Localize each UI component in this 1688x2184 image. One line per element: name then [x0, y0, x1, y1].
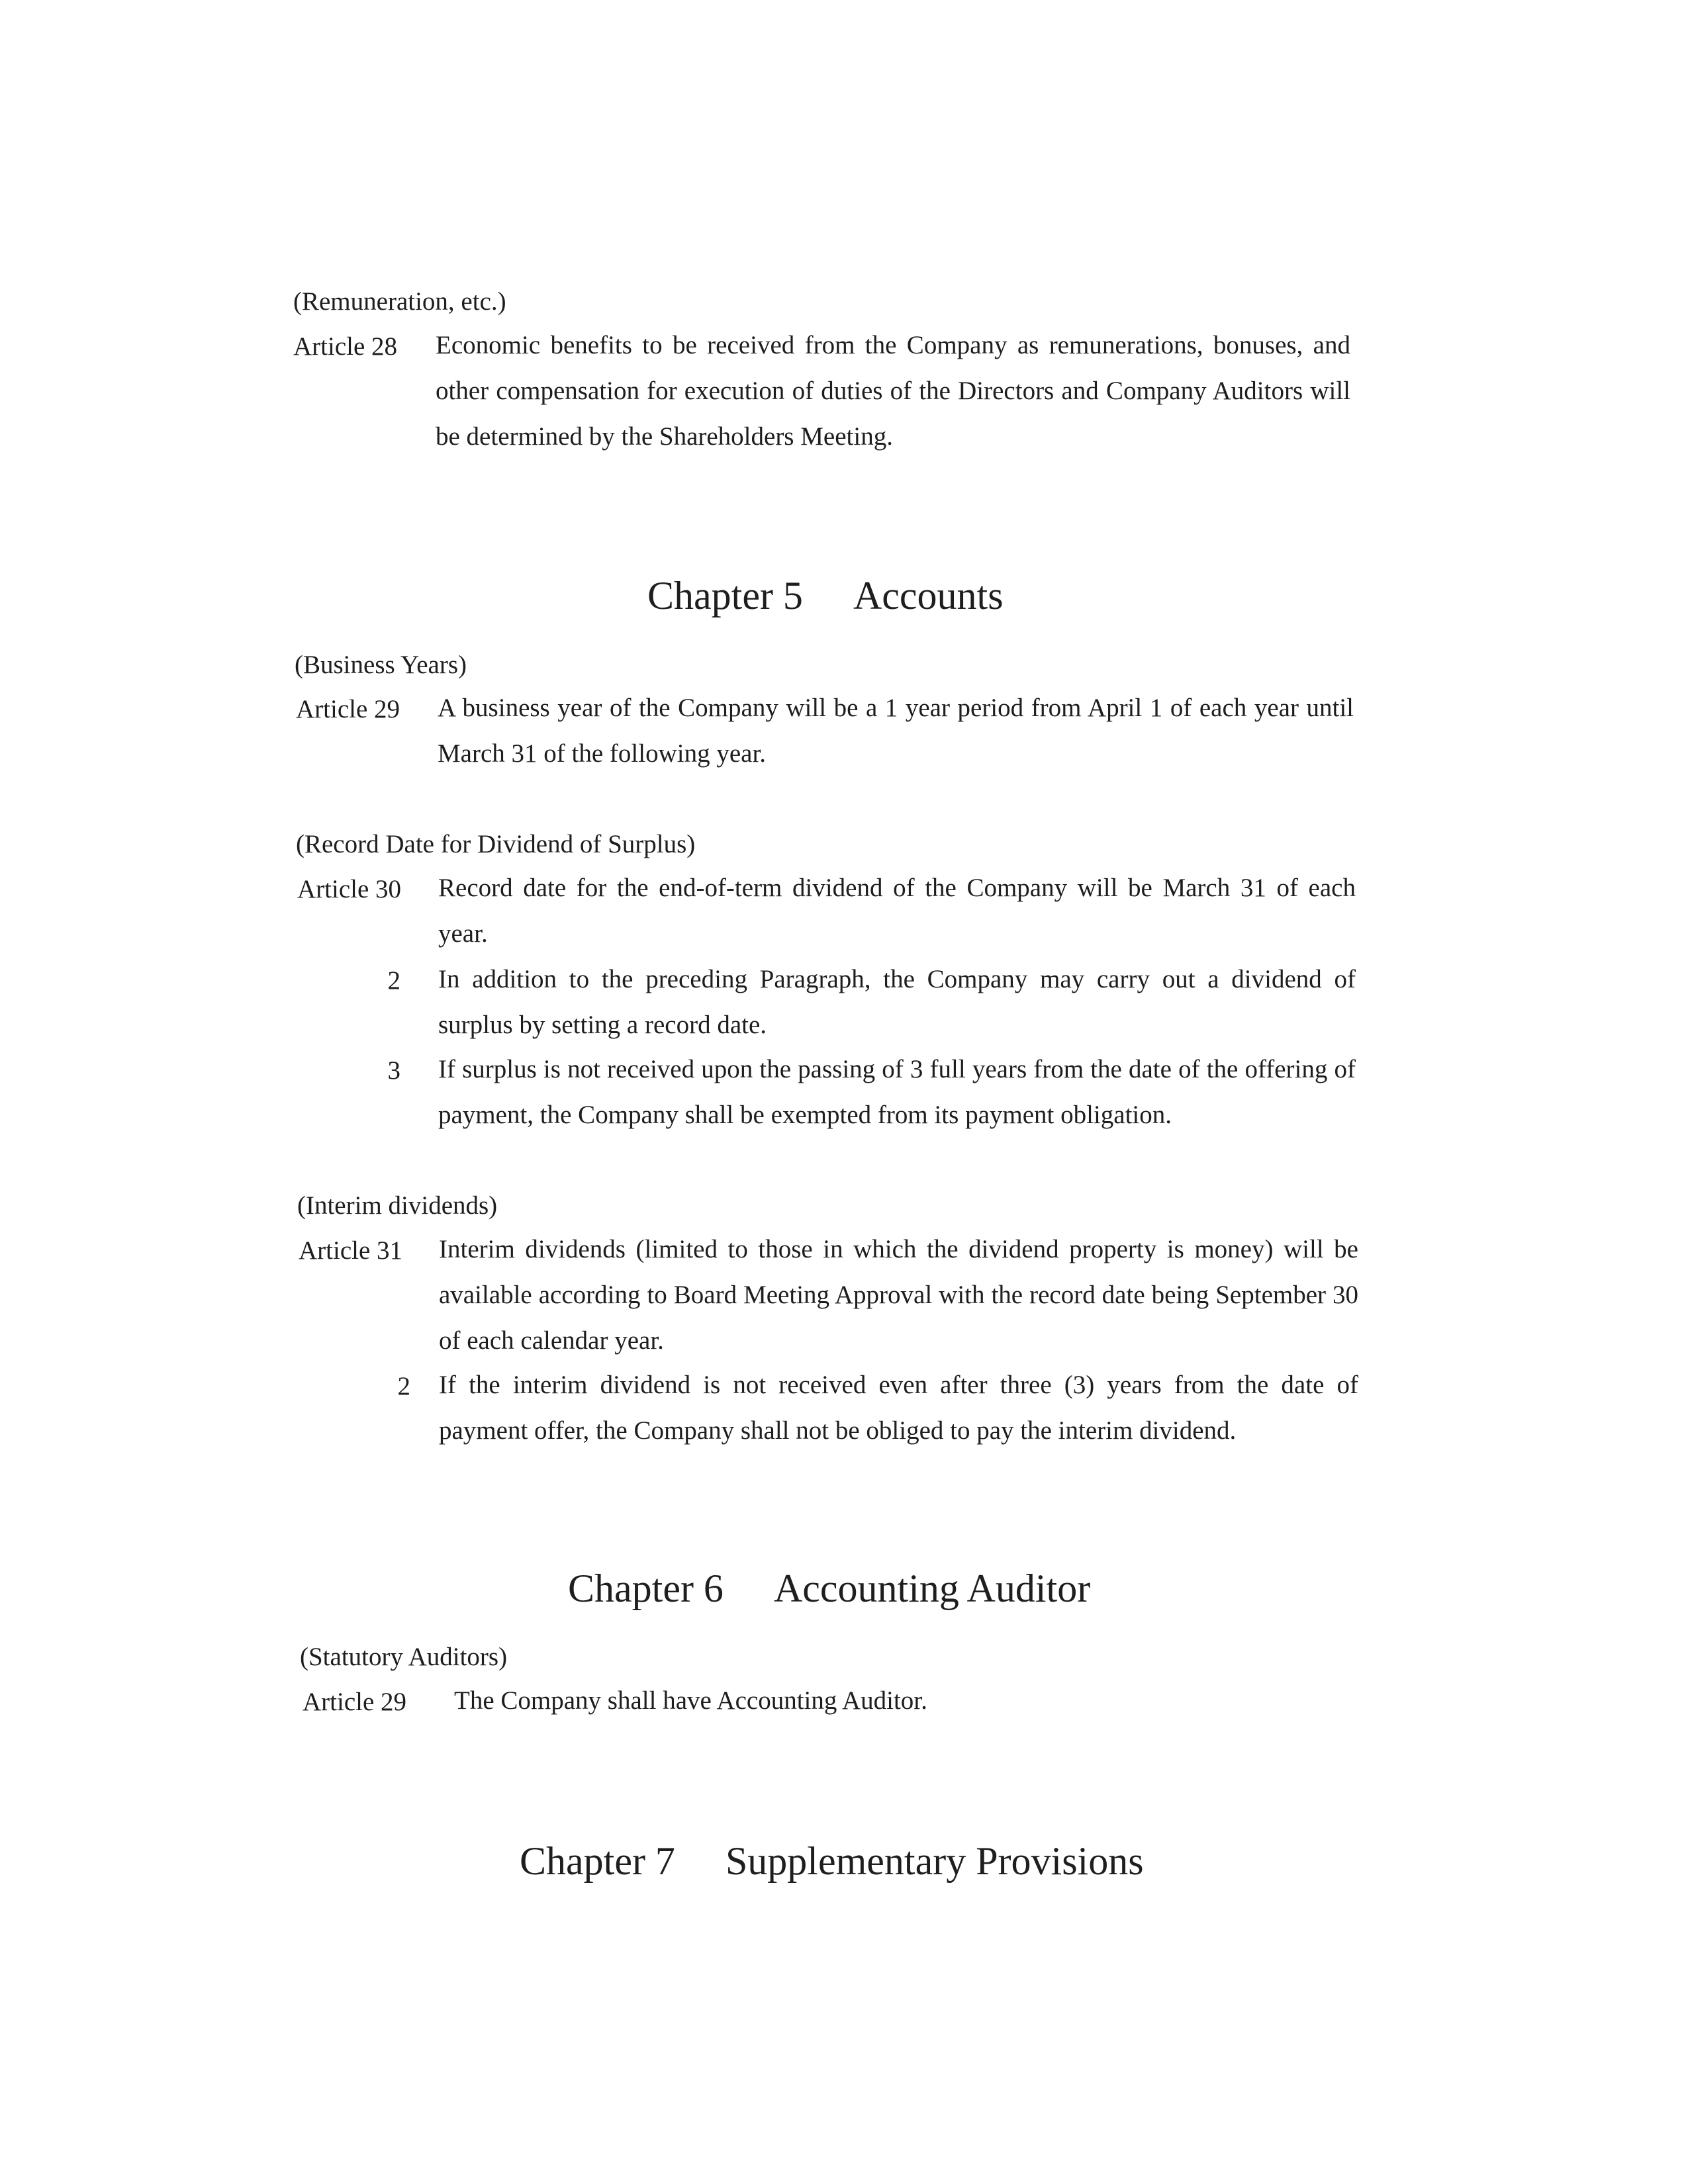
paragraph-number: 2 [387, 966, 400, 995]
article-label-31: Article 31 [299, 1236, 403, 1265]
chapter-7-heading [520, 1841, 1144, 1881]
chapter-title: Accounts [853, 574, 1004, 617]
article-29-text: A business year of the Company will be a 1 year period from April 1 of each year until March 31 of the following year. [438, 694, 1354, 768]
paragraph-number: 3 [387, 1056, 400, 1085]
chapter-number: Chapter 6 [568, 1567, 724, 1610]
article-30-paragraph-2: In addition to the preceding Paragraph, the Company may carry out a dividend of surplus by setting a record date. [438, 965, 1356, 1039]
caption-business-years: (Business Years) [295, 651, 467, 679]
article-31-text: Interim dividends (limited to those in which the dividend property is money) will be available according to Board Meeting Approval with the record date being September 30 of each calendar year. [439, 1235, 1358, 1355]
caption-record-date: (Record Date for Dividend of Surplus) [296, 830, 696, 858]
chapter-title: Supplementary Provisions [725, 1839, 1144, 1883]
caption-remuneration: (Remuneration, etc.) [293, 287, 506, 316]
article-31-paragraph-2: If the interim dividend is not received even after three (3) years from the date of payment offer, the Company shall not be obliged to pay the interim dividend. [439, 1371, 1358, 1445]
article-label-30: Article 30 [297, 875, 402, 903]
caption-interim-dividends: (Interim dividends) [297, 1191, 498, 1220]
caption-statutory-auditors: (Statutory Auditors) [300, 1643, 508, 1671]
chapter-number: Chapter 5 [647, 574, 803, 617]
article-30-paragraph-3: If surplus is not received upon the passing of 3 full years from the date of the offering of payment, the Company shall be exempted from its payment obligation. [438, 1055, 1356, 1129]
article-label-29: Article 29 [296, 695, 400, 723]
chapter-title: Accounting Auditor [773, 1567, 1091, 1610]
article-label-28: Article 28 [293, 332, 398, 361]
chapter-number: Chapter 7 [520, 1839, 675, 1883]
article-30-text: Record date for the end-of-term dividend of the Company will be March 31 of each year. [438, 874, 1356, 948]
article-label-29-auditor: Article 29 [303, 1688, 407, 1716]
article-28-text: Economic benefits to be received from the Company as remunerations, bonuses, and other compensation for execution of duties of the Directors and Company Auditors will be determined by the Shareholders Meeting. [436, 331, 1350, 451]
chapter-6-heading [568, 1569, 1090, 1608]
paragraph-number: 2 [397, 1372, 410, 1400]
chapter-5-heading [647, 576, 1004, 615]
auditor-article-text: The Company shall have Accounting Auditor. [454, 1686, 927, 1715]
